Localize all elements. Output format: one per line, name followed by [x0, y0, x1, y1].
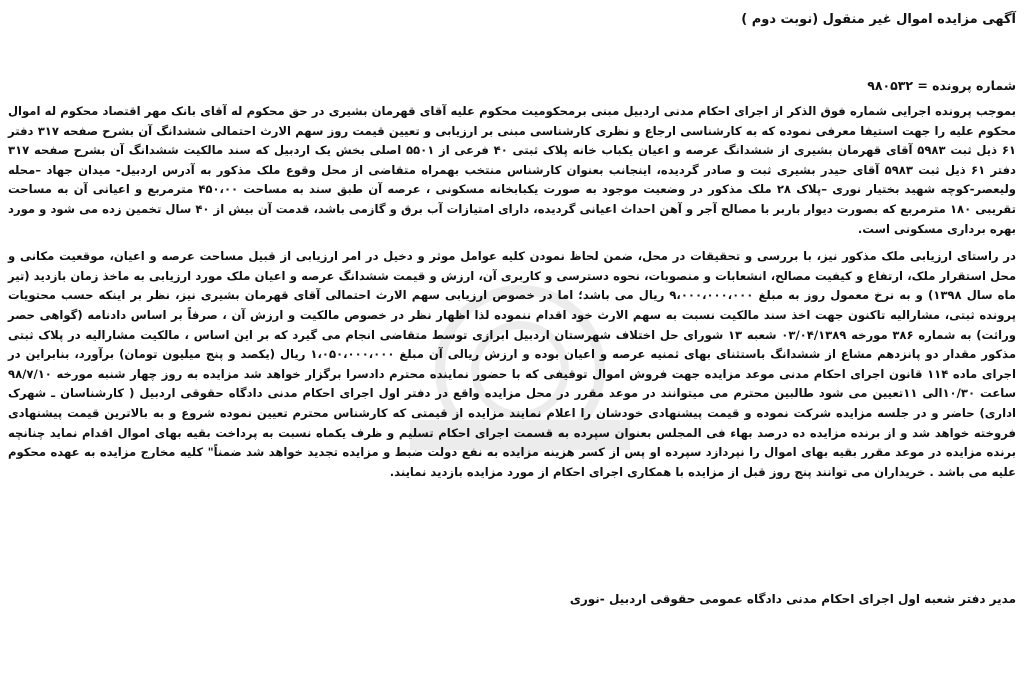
file-number: شماره پرونده = ۹۸۰۵۳۲: [867, 78, 1016, 93]
paragraph-auction-terms: در راستای ارزیابی ملک مذکور نیز، با بررسی و تحقیقات در محل، ضمن لحاظ نمودن کلیه عوامل موثر و دخیل در امر ارزیابی از قبیل مساحت عرصه و اعیان، موقعیت مکانی و محل استقرار ملک، ارتفاع و کیفیت مصالح، انشعابات و منصوبات، نحوه دسترسی و کاربری آن، ارزش و قیمت ششدانگ عرصه و اعیان ملک مورد ارزیابی به ماخذ زمان بازدید (تیر ماه سال ۱۳۹۸) و به نرخ معمول روز به مبلغ ۹،۰۰۰،۰۰۰،۰۰۰ ریال می باشد؛ اما در خصوص ارزیابی سهم الارث احتمالی آقای قهرمان بشیری نیز، نظر بر اینکه حسب محتویات پرونده ثبتی، مشارالیه تاکنون جهت اخذ سند مالکیت نسبت به سهم الارث خود اقدام ننموده لذا اظهار نظر در خصوص مالکیت و ارزش آن ، صرفاً بر اساس دادنامه (گواهی حصر وراثت) به شماره ۳۸۶ مورخه ۰۳/۰۴/۱۳۸۹ شعبه ۱۳ شورای حل اختلاف شهرستان اردبیل ابرازی توسط متقاضی انجام می گیرد که بر این اساس ، مالکیت مشارالیه در پلاک ثبتی مذکور مقدار دو پانزدهم مشاع از ششدانگ باستثنای بهای ثمنیه عرصه و اعیان بوده و ارزش ریالی آن مبلغ ۱،۰۵۰،۰۰۰،۰۰۰ ریال (یکصد و پنج میلیون تومان) برآورد، بنابراین در اجرای ماده ۱۱۴ قانون اجرای احکام مدنی موعد مزایده جهت فروش اموال توقیفی که با حضور نماینده محترم دادسرا برگزار خواهد شد مزایده به روز چهار شنبه مورخه ۹۸/۷/۱۰ ساعت ۱۰/۳۰الی ۱۱تعیین می شود طالبین محترم می میتوانند در موعد مقرر در محل مزایده واقع در دفتر اول اجرای احکام مدنی دادگاه حقوقی اردبیل ( کارشناسان ـ شهرک اداری) حاضر و در جلسه مزایده شرکت نموده و قیمت پیشنهادی خودشان را اعلام نمایند مزایده از قیمتی که کارشناس محترم تعیین نموده شروع و به بالاترین قیمت پیشنهادی فروخته خواهد شد و از برنده مزایده ده درصد بهاء فی المجلس بعنوان سپرده به قسمت اجرای احکام تسلیم و ظرف یکماه نسبت به پرداخت بقیه بهای اموال اقدام نماید چنانچه برنده مزایده در موعد مقرر بقیه بهای اموال را نپردازد سپرده او پس از کسر هزینه مزایده به نفع دولت ضبط و مزایده تجدید خواهد شد ضمناً" کلیه مخارج مزایده به عهده محکوم علیه می باشد . خریداران می توانند پنج روز قبل از مزایده با همکاری اجرای احکام از مورد مزایده بازدید نمایند.: [8, 249, 1016, 479]
paragraph-case-description: بموجب پرونده اجرایی شماره فوق الذکر از اجرای احکام مدنی اردبیل مبنی برمحکومیت محکوم علیه آقای قهرمان بشیری در حق محکوم له آقای بانک مهر اقتصاد محکوم له اموال محکوم علیه را جهت استیفا معرفی نموده که به کارشناسی ارجاع و نظری کارشناسی مبنی بر ارزیابی و تعیین قیمت روز سهم الارث احتمالی ششدانگ آن بشرح صفحه ۳۱۷ دفتر ۶۱ ذیل ثبت ۵۹۸۳ آقای قهرمان بشیری از ششدانگ عرصه و اعیان یکباب خانه پلاک ثبتی ۴۰ فرعی از ۵۵۰۱ اصلی بخش یک اردبیل که سند مالکیت ششدانگ آن بشرح صفحه ۳۱۷ دفتر ۶۱ ذیل ثبت ۵۹۸۳ آقای حیدر بشیری ثبت و صادر گردیده، اینجانب بعنوان کارشناس منتخب بهمراه متقاضی از محل وقوع ملک مذکور به آدرس اردبیل- میدان جهاد –محله ولیعصر-کوچه شهید بختیار نوری –پلاک ۲۸ ملک مذکور در وضعیت موجود به صورت یکبابخانه مسکونی ، عرصه آن طبق سند به مساحت ۴۵۰،۰۰ مترمربع و اعیانی آن به مساحت تقریبی ۱۸۰ مترمربع که بصورت دیوار باربر با مصالح آجر و آهن احداث اعیانی گردیده، دارای امتیازات آب برق و گازمی باشد، قدمت آن بیش از ۴۰ سال تخمین زده می شود و مورد بهره برداری مسکونی است.: [8, 104, 1017, 236]
notice-heading: آگهی مزایده اموال غیر منقول (نوبت دوم ): [741, 12, 1016, 27]
signature-line: مدیر دفتر شعبه اول اجرای احکام مدنی دادگاه عمومی حقوقی اردبیل -نوری: [569, 592, 1016, 606]
